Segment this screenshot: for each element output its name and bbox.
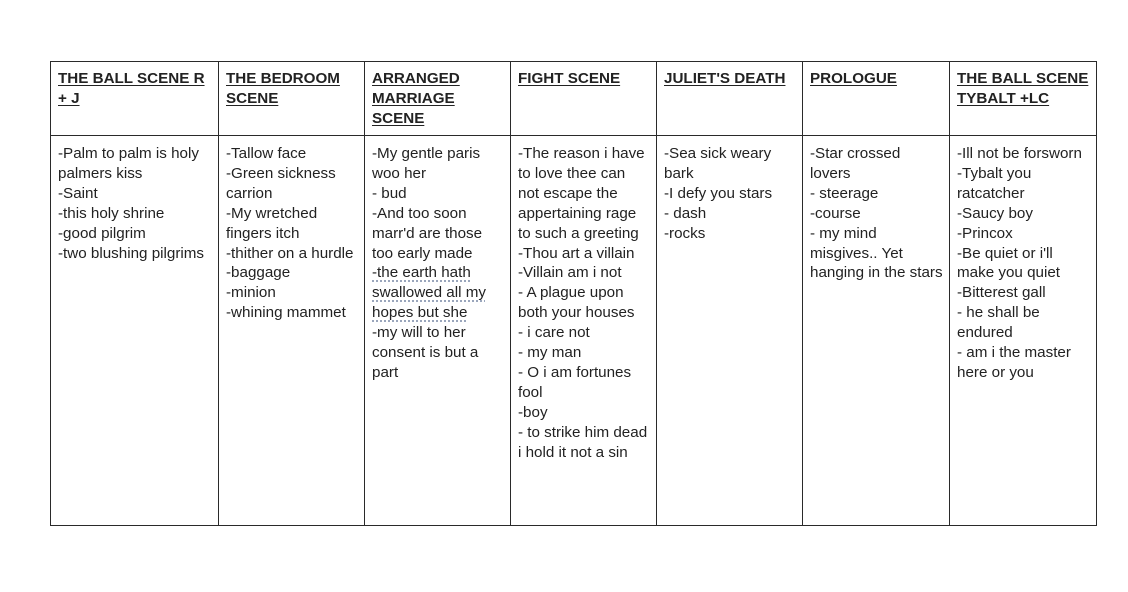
- quote-line: -Green sickness carrion: [226, 164, 336, 202]
- quote-line: - A plague upon both your houses: [518, 284, 635, 322]
- quotes-row: [51, 136, 1097, 526]
- column-header-prologue: PROLOGUE: [803, 62, 950, 136]
- quote-line: -baggage: [226, 264, 291, 282]
- quote-line: -boy: [518, 403, 548, 421]
- quote-line: - steerage: [810, 184, 879, 202]
- quote-line: -this holy shrine: [58, 204, 165, 222]
- quote-line: -Be quiet or i'll make you quiet: [957, 244, 1060, 282]
- quote-line: - O i am fortunes fool: [518, 363, 632, 401]
- quote-line: -Palm to palm is holy palmers kiss: [58, 145, 199, 182]
- quotes-table: [50, 61, 1097, 526]
- quote-line: -Thou art a villain: [518, 244, 635, 262]
- quote-line: - he shall be endured: [957, 304, 1040, 342]
- quote-line: -Tallow face: [226, 145, 307, 162]
- quote-line: -thither on a hurdle: [226, 244, 354, 262]
- quote-line: -And too soon marr'd are those too early made: [372, 204, 483, 262]
- quote-line: -My gentle paris woo her: [372, 145, 481, 182]
- quote-line: -two blushing pilgrims: [58, 244, 205, 262]
- quote-line: -whining mammet: [226, 304, 346, 322]
- quote-line: - am i the master here or you: [957, 344, 1071, 381]
- quotes-cell-juliets-death: [657, 136, 803, 526]
- quote-line: -good pilgrim: [58, 224, 146, 242]
- quote-line: -Ill not be forsworn: [957, 145, 1082, 162]
- column-header-arranged-marriage-scene: ARRANGED MARRIAGE SCENE: [365, 62, 511, 136]
- quotes-cell-bedroom-scene: [219, 136, 365, 526]
- quotes-cell-ball-scene-tybalt-lc: [950, 136, 1097, 526]
- quote-line: -rocks: [664, 224, 706, 242]
- quote-line: -Villain am i not: [518, 264, 622, 282]
- quote-line: - my mind misgives.. Yet hanging in the stars: [810, 224, 943, 282]
- column-header-ball-scene-tybalt-lc: THE BALL SCENE TYBALT +LC: [950, 62, 1097, 136]
- quote-line: -my will to her consent is but a part: [372, 324, 479, 381]
- column-header-juliets-death: JULIET'S DEATH: [657, 62, 803, 136]
- quote-line: -Bitterest gall: [957, 284, 1046, 302]
- quote-line: - bud: [372, 184, 407, 202]
- quote-line: -I defy you stars: [664, 184, 773, 202]
- quote-line: - dash: [664, 204, 707, 222]
- quote-line: -Princox: [957, 224, 1013, 242]
- quote-line: - i care not: [518, 324, 590, 342]
- quote-line: - my man: [518, 344, 582, 362]
- header-row: [51, 62, 1097, 136]
- quote-line: -The reason i have to love thee can not escape the appertaining rage to such a greeting: [518, 145, 645, 242]
- quotes-cell-fight-scene: [511, 136, 657, 526]
- quote-line: -Saucy boy: [957, 204, 1033, 222]
- column-header-ball-scene-rj: THE BALL SCENE R + J: [51, 62, 219, 136]
- column-header-bedroom-scene: THE BEDROOM SCENE: [219, 62, 365, 136]
- quote-line: -Sea sick weary bark: [664, 145, 772, 182]
- quote-line: -Saint: [58, 184, 98, 202]
- quote-line: -Star crossed lovers: [810, 145, 901, 182]
- quote-line: -Tybalt you ratcatcher: [957, 164, 1032, 202]
- quote-line: - to strike him dead i hold it not a sin: [518, 423, 648, 461]
- quote-line: -minion: [226, 284, 276, 302]
- quotes-cell-prologue: [803, 136, 950, 526]
- quote-line: -the earth hath swallowed all my hopes but she: [372, 264, 486, 322]
- quotes-cell-ball-scene-rj: [51, 136, 219, 526]
- quote-line: -My wretched fingers itch: [226, 204, 318, 242]
- quotes-cell-arranged-marriage-scene: [365, 136, 511, 526]
- quote-line: -course: [810, 204, 861, 222]
- column-header-fight-scene: FIGHT SCENE: [511, 62, 657, 136]
